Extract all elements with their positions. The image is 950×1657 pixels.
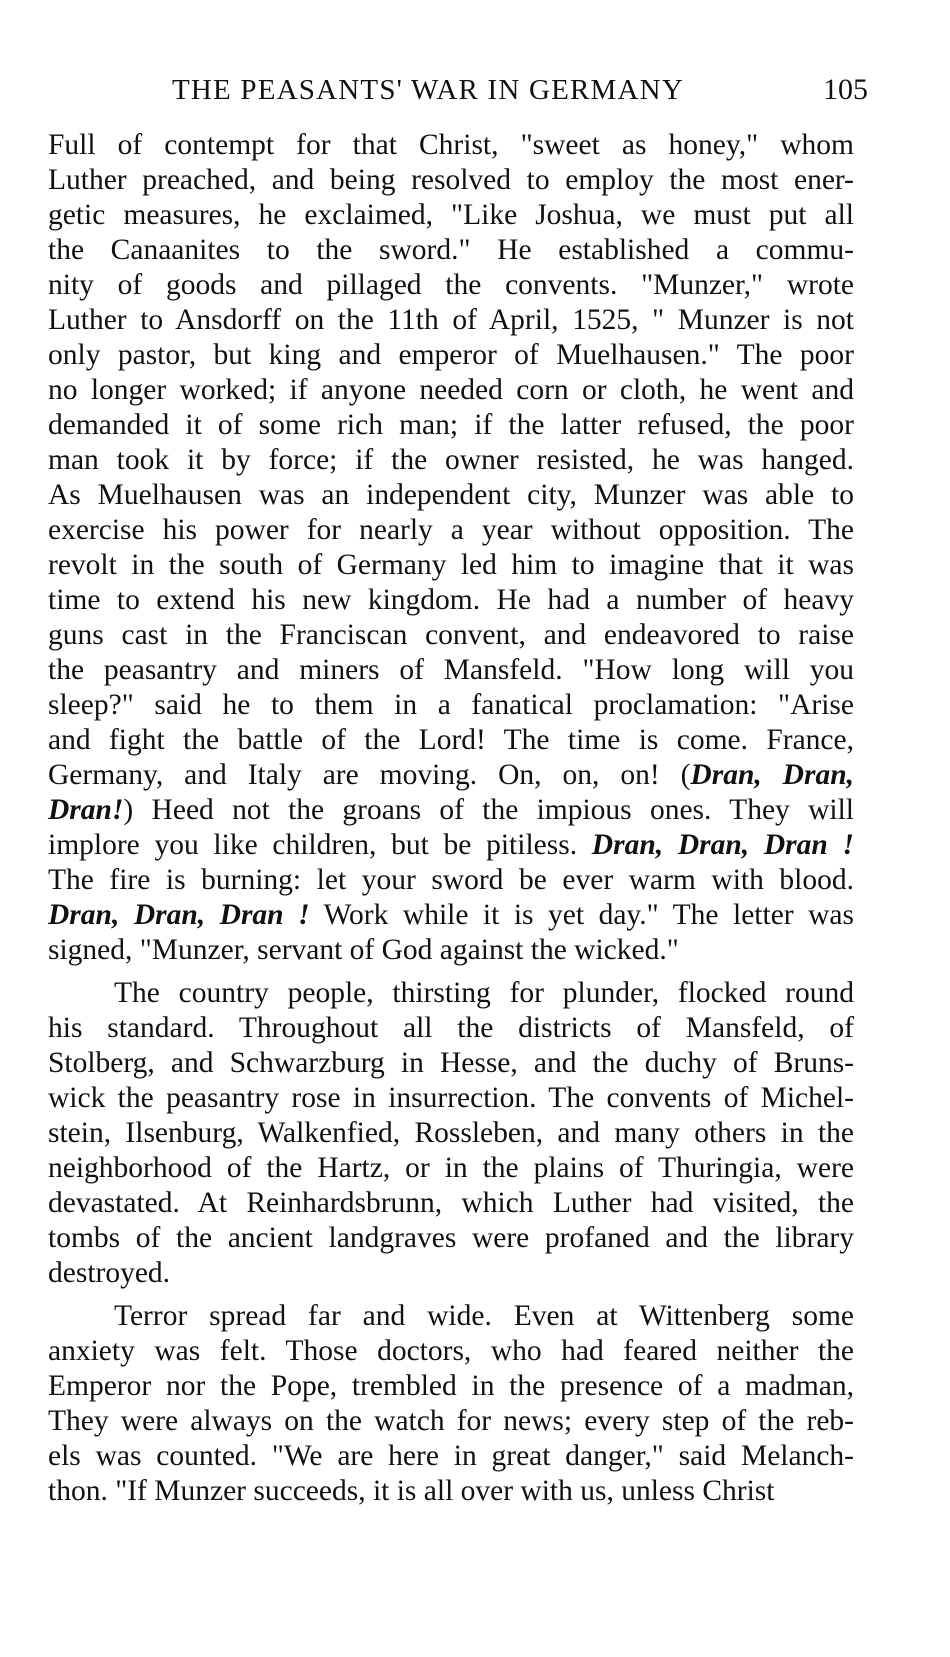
running-head	[48, 68, 868, 112]
text-segment: the Canaanites to the sword." He established a commu-	[48, 234, 854, 266]
text-line	[48, 1404, 854, 1439]
text-line	[48, 163, 854, 198]
text-line	[48, 1151, 854, 1186]
italic-text: Dran, Dran, Dran !	[48, 899, 310, 931]
italic-text: Dran, Dran, Dran !	[591, 829, 854, 861]
text-segment: Work while it is yet day." The letter was	[309, 899, 854, 931]
text-segment: and fight the battle of the Lord! The time is come. France,	[48, 724, 854, 756]
text-line	[48, 268, 854, 303]
text-line	[48, 1011, 854, 1046]
text-line	[48, 513, 854, 548]
text-line	[48, 1256, 854, 1291]
text-line	[48, 1334, 854, 1369]
text-line	[48, 618, 854, 653]
text-segment: neighborhood of the Hartz, or in the plains of Thuringia, were	[48, 1152, 854, 1184]
text-segment: exercise his power for nearly a year without opposition. The	[48, 514, 854, 546]
text-segment: Luther to Ansdorff on the 11th of April, 1525, " Munzer is not	[48, 304, 854, 336]
text-line	[48, 303, 854, 338]
text-segment: time to extend his new kingdom. He had a number of heavy	[48, 584, 854, 616]
text-line	[48, 688, 854, 723]
text-segment: They were always on the watch for news; every step of the reb-	[48, 1405, 854, 1437]
italic-text: Dran, Dran,	[690, 759, 854, 791]
text-line	[48, 793, 854, 828]
text-line	[48, 723, 854, 758]
text-segment: wick the peasantry rose in insurrection. The convents of Michel-	[48, 1082, 854, 1114]
italic-text: Dran!	[48, 794, 124, 826]
text-segment: stein, Ilsenburg, Walkenfied, Rossleben, and many others in the	[48, 1117, 854, 1149]
text-line	[48, 758, 854, 793]
paragraph	[48, 976, 854, 1291]
text-line	[48, 1299, 854, 1334]
text-segment: The country people, thirsting for plunder, flocked round	[114, 977, 854, 1009]
text-segment: Germany, and Italy are moving. On, on, on! (	[48, 759, 691, 791]
text-line	[48, 478, 854, 513]
text-segment: Full of contempt for that Christ, "sweet as honey," whom	[48, 129, 854, 161]
text-segment: demanded it of some rich man; if the latter refused, the poor	[48, 409, 854, 441]
text-segment: devastated. At Reinhardsbrunn, which Luther had visited, the	[48, 1187, 854, 1219]
text-line	[48, 863, 854, 898]
text-line	[48, 828, 854, 863]
text-segment: Terror spread far and wide. Even at Wittenberg some	[114, 1300, 854, 1332]
text-line	[48, 898, 854, 933]
text-line	[48, 1081, 854, 1116]
text-segment: The fire is burning: let your sword be ever warm with blood.	[48, 864, 854, 896]
text-line	[48, 1369, 854, 1404]
paragraph	[48, 1299, 854, 1509]
text-segment: guns cast in the Franciscan convent, and endeavored to raise	[48, 619, 854, 651]
text-line	[48, 1221, 854, 1256]
text-segment: destroyed.	[48, 1257, 171, 1289]
text-line	[48, 1186, 854, 1221]
text-segment: els was counted. "We are here in great danger," said Melanch-	[48, 1440, 854, 1472]
text-segment: thon. "If Munzer succeeds, it is all over with us, unless Christ	[48, 1475, 775, 1507]
text-segment: tombs of the ancient landgraves were profaned and the library	[48, 1222, 854, 1254]
text-segment: As Muelhausen was an independent city, Munzer was able to	[48, 479, 854, 511]
text-line	[48, 653, 854, 688]
text-line	[48, 338, 854, 373]
text-line	[48, 198, 854, 233]
text-line	[48, 933, 854, 968]
text-segment: ) Heed not the groans of the impious ones. They will	[123, 794, 854, 826]
paragraph	[48, 128, 854, 968]
text-line	[48, 408, 854, 443]
text-segment: Emperor nor the Pope, trembled in the presence of a madman,	[48, 1370, 854, 1402]
text-segment: his standard. Throughout all the districts of Mansfeld, of	[48, 1012, 854, 1044]
text-segment: getic measures, he exclaimed, "Like Joshua, we must put all	[48, 199, 854, 231]
text-segment: revolt in the south of Germany led him to imagine that it was	[48, 549, 854, 581]
text-line	[48, 373, 854, 408]
text-line	[48, 583, 854, 618]
text-segment: anxiety was felt. Those doctors, who had feared neither the	[48, 1335, 854, 1367]
paragraph-gap	[48, 1291, 854, 1299]
text-segment: only pastor, but king and emperor of Muelhausen." The poor	[48, 339, 854, 371]
text-segment: the peasantry and miners of Mansfeld. "How long will you	[48, 654, 854, 686]
text-line	[48, 1439, 854, 1474]
paragraph-gap	[48, 968, 854, 976]
text-segment: Luther preached, and being resolved to employ the most ener-	[48, 164, 854, 196]
text-segment: implore you like children, but be pitiless.	[48, 829, 592, 861]
text-segment: man took it by force; if the owner resisted, he was hanged.	[48, 444, 854, 476]
text-line	[48, 1116, 854, 1151]
running-head-title: THE PEASANTS' WAR IN GERMANY	[172, 74, 684, 106]
text-line	[48, 128, 854, 163]
text-segment: nity of goods and pillaged the convents. "Munzer," wrote	[48, 269, 854, 301]
text-line	[48, 976, 854, 1011]
text-segment: Stolberg, and Schwarzburg in Hesse, and the duchy of Bruns-	[48, 1047, 854, 1079]
text-line	[48, 233, 854, 268]
text-line	[48, 443, 854, 478]
text-segment: no longer worked; if anyone needed corn or cloth, he went and	[48, 374, 854, 406]
text-line	[48, 1474, 854, 1509]
text-segment: sleep?" said he to them in a fanatical proclamation: "Arise	[48, 689, 854, 721]
body-text	[48, 128, 854, 1509]
text-segment: signed, "Munzer, servant of God against the wicked."	[48, 934, 679, 966]
page-number: 105	[823, 73, 868, 106]
text-line	[48, 1046, 854, 1081]
text-line	[48, 548, 854, 583]
